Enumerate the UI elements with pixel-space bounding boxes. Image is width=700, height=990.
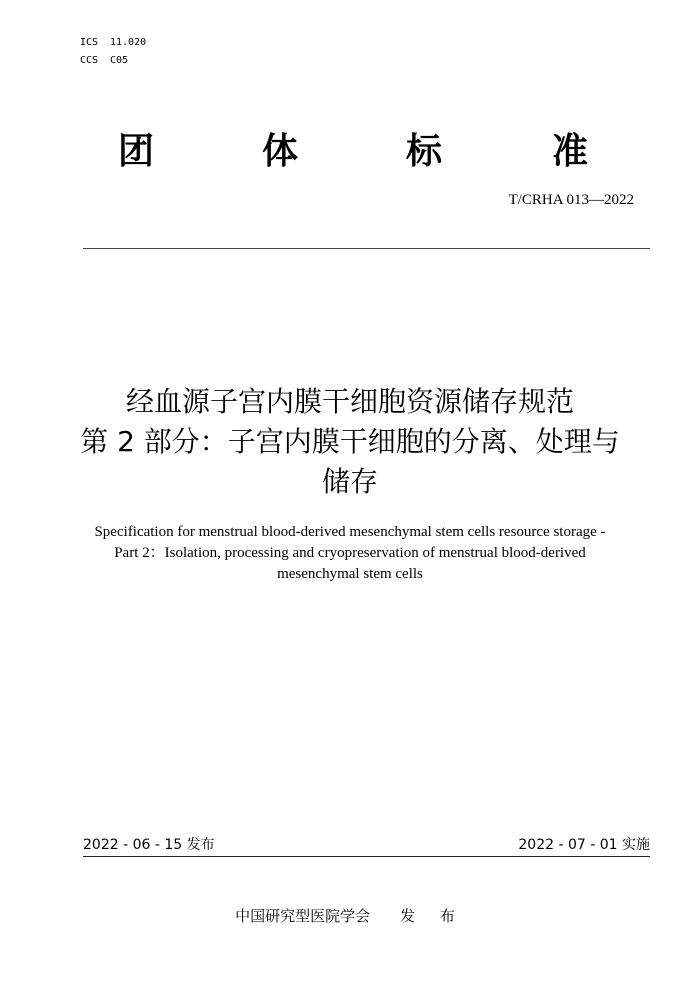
classification-codes	[80, 34, 146, 70]
publisher-organization: 中国研究型医院学会	[235, 907, 371, 925]
ics-value: 11.020	[110, 37, 147, 48]
issue-date: 2022 - 06 - 15 发布	[83, 837, 215, 853]
ics-label: ICS	[80, 37, 99, 48]
standard-type-char-3: 标	[406, 131, 443, 172]
chinese-title-line-2: 第 2 部分：子宫内膜干细胞的分离、处理与	[80, 425, 620, 458]
ccs-value: C05	[110, 55, 129, 66]
chinese-title	[40, 382, 660, 502]
implementation-date: 2022 - 07 - 01 实施	[518, 837, 650, 853]
standard-type-char-2: 体	[262, 131, 299, 172]
chinese-title-line-3: 储存	[321, 465, 378, 498]
chinese-title-line-1: 经血源子宫内膜干细胞资源储存规范	[125, 385, 574, 418]
english-title-line-3: mesenchymal stem cells	[277, 566, 423, 582]
standard-type-char-4: 准	[552, 131, 589, 172]
date-row	[83, 834, 650, 854]
header-divider	[83, 248, 650, 249]
standard-number: T/CRHA 013—2022	[508, 192, 634, 208]
footer-divider	[83, 856, 650, 857]
ics-row	[80, 34, 146, 52]
publisher	[0, 905, 700, 926]
publisher-action: 发 布	[400, 907, 465, 925]
english-title	[60, 522, 640, 585]
english-title-line-1: Specification for menstrual blood-derived mesenchymal stem cells resource storage -	[94, 524, 606, 540]
standard-type-char-1: 团	[118, 131, 155, 172]
english-title-line-2: Part 2：Isolation, processing and cryopreservation of menstrual blood-derived	[114, 545, 586, 561]
ccs-row	[80, 52, 146, 70]
standard-type-heading	[100, 130, 620, 180]
ccs-label: CCS	[80, 55, 99, 66]
